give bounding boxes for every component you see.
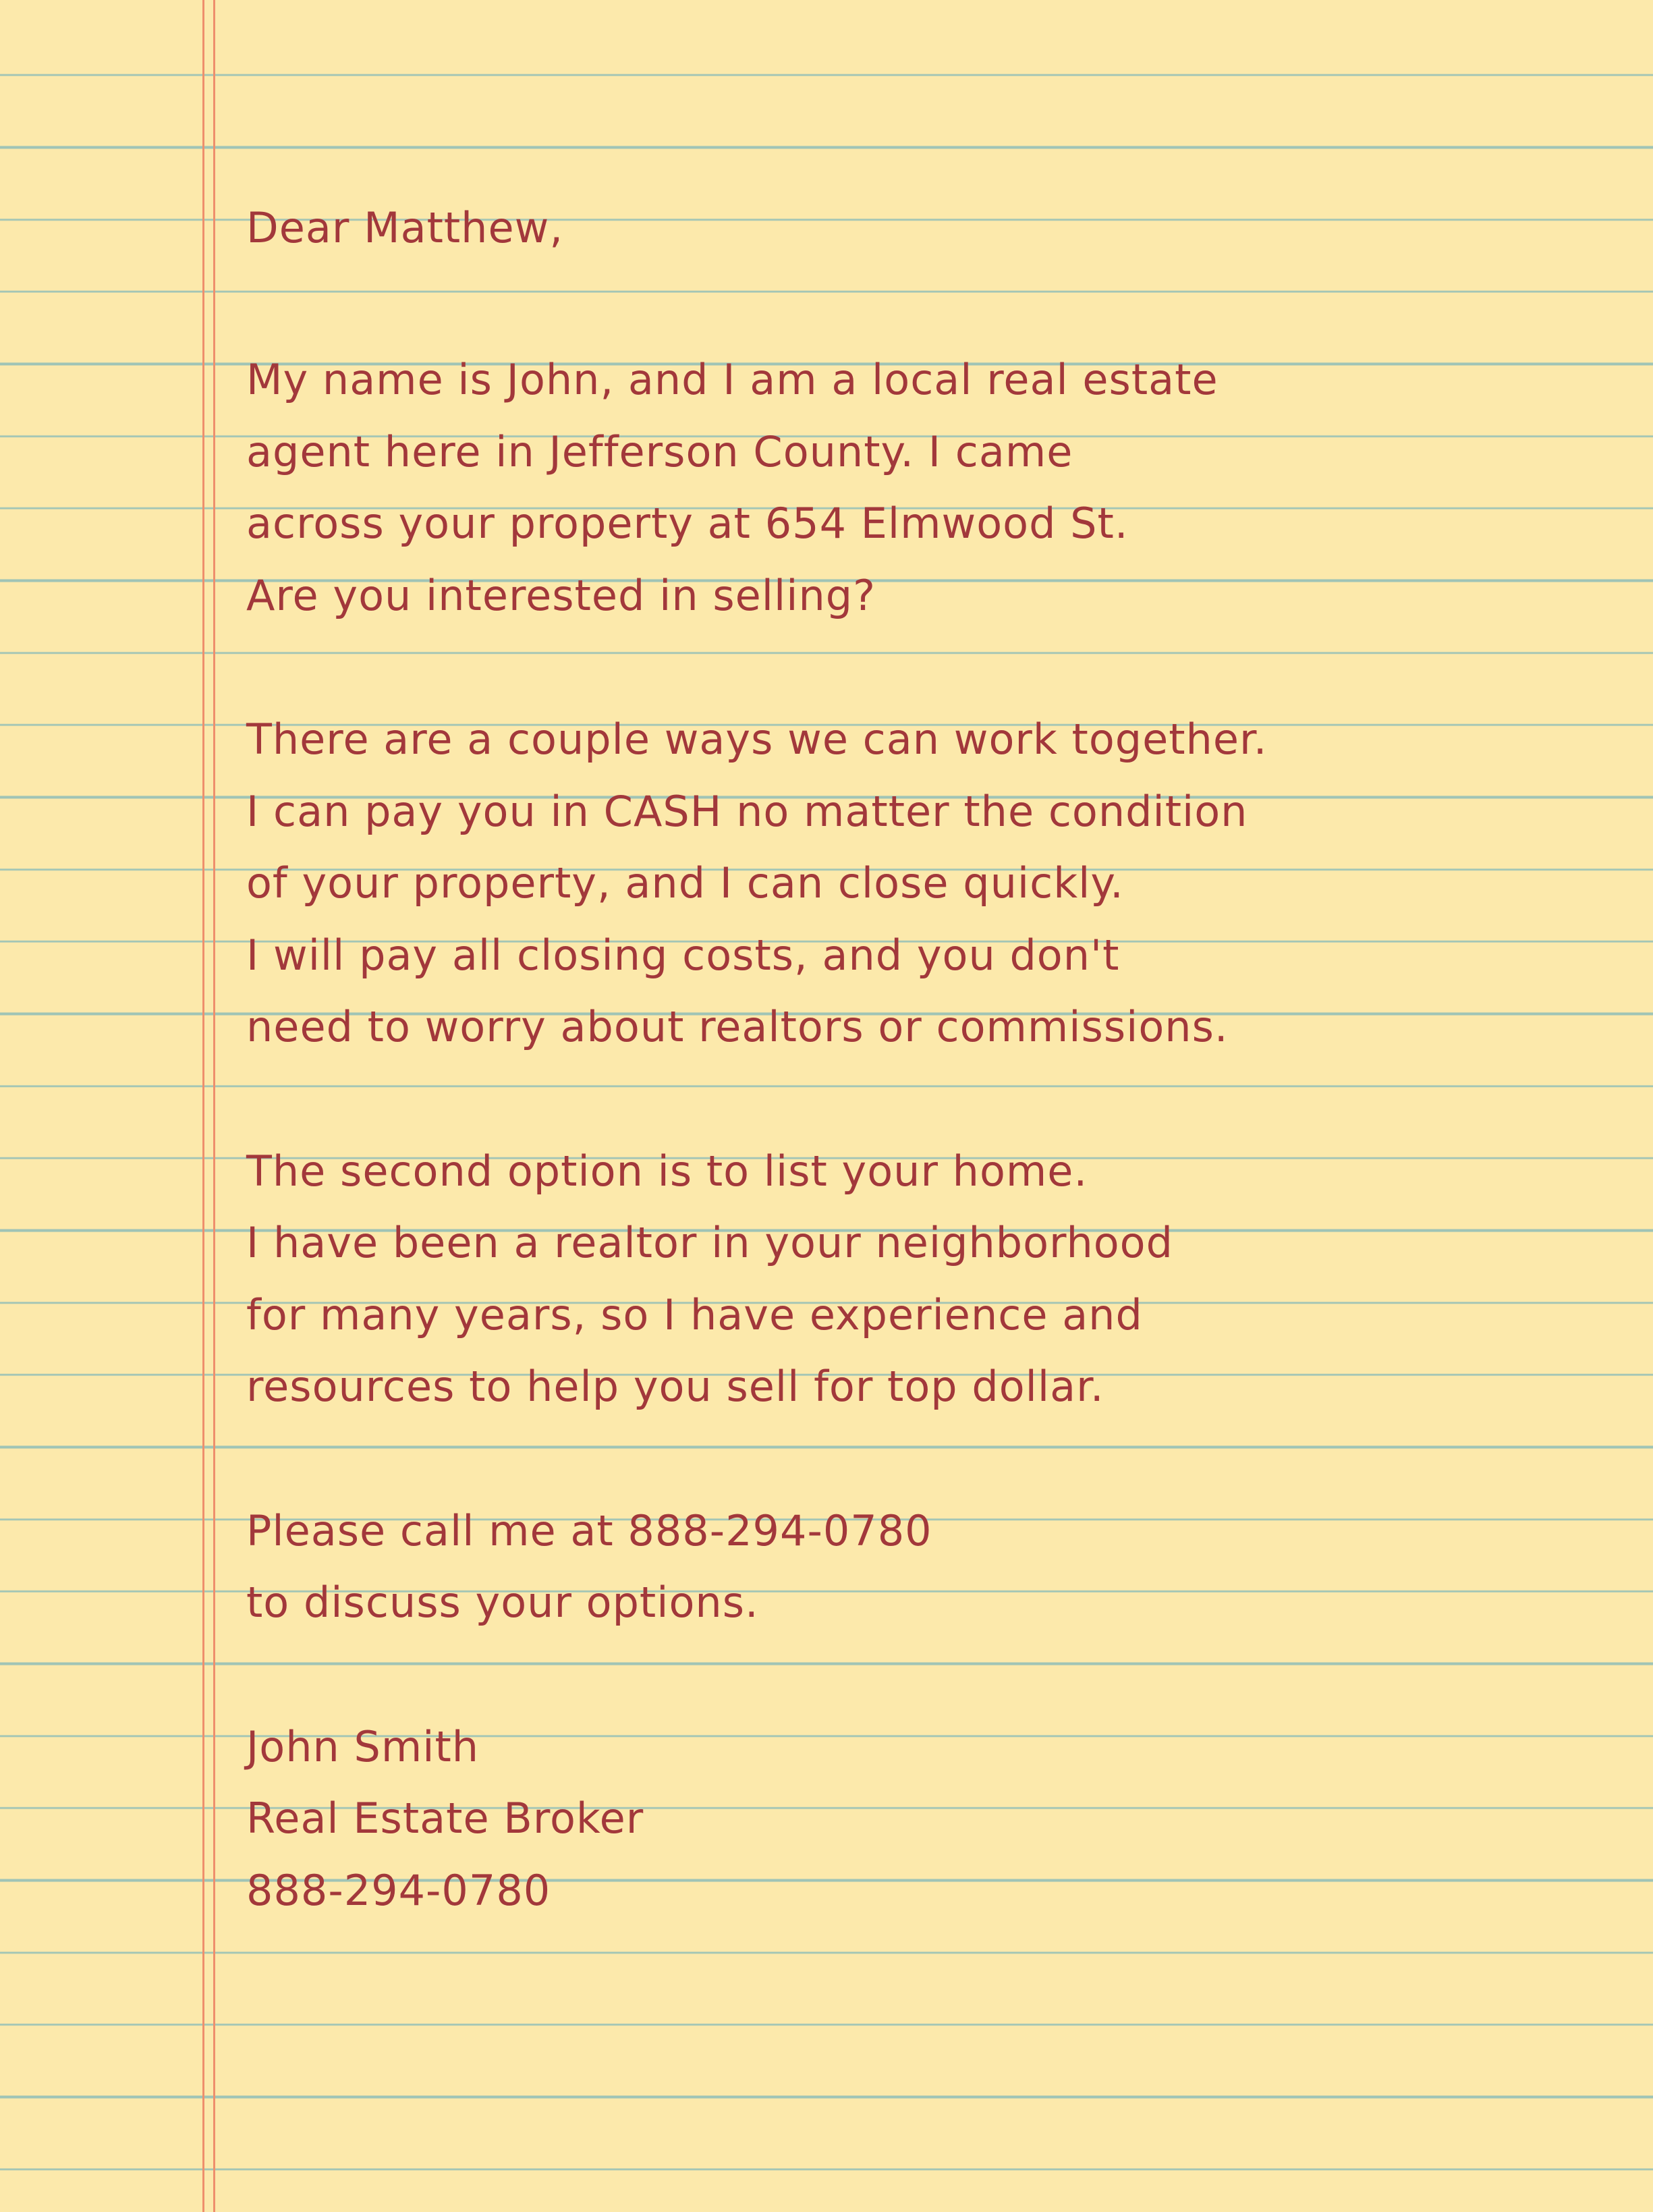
paragraph2-line3: of your property, and I can close quickly. [246, 858, 1124, 908]
paragraph2-line1: There are a couple ways we can work together. [246, 715, 1268, 764]
paragraph1-line4: Are you interested in selling? [246, 571, 876, 620]
greeting: Dear Matthew, [246, 203, 564, 252]
paragraph1-line2: agent here in Jefferson County. I came [246, 427, 1073, 476]
paragraph4-line2: to discuss your options. [246, 1578, 759, 1627]
signature-name: John Smith [246, 1722, 480, 1771]
paragraph3-line4: resources to help you sell for top dollar. [246, 1362, 1104, 1411]
paragraph3-line1: The second option is to list your home. [246, 1146, 1088, 1196]
paragraph1-line1: My name is John, and I am a local real estate [246, 355, 1218, 404]
signature-phone: 888-294-0780 [246, 1866, 551, 1915]
paragraph1-line3: across your property at 654 Elmwood St. [246, 499, 1129, 548]
signature-title: Real Estate Broker [246, 1794, 644, 1843]
paragraph2-line4: I will pay all closing costs, and you don't [246, 931, 1120, 980]
paragraph3-line3: for many years, so I have experience and [246, 1290, 1143, 1339]
paragraph3-line2: I have been a realtor in your neighborhood [246, 1218, 1173, 1267]
paragraph2-line2: I can pay you in CASH no matter the condition [246, 787, 1248, 836]
paragraph4-line1: Please call me at 888-294-0780 [246, 1506, 932, 1555]
paragraph2-line5: need to worry about realtors or commissions. [246, 1002, 1229, 1051]
